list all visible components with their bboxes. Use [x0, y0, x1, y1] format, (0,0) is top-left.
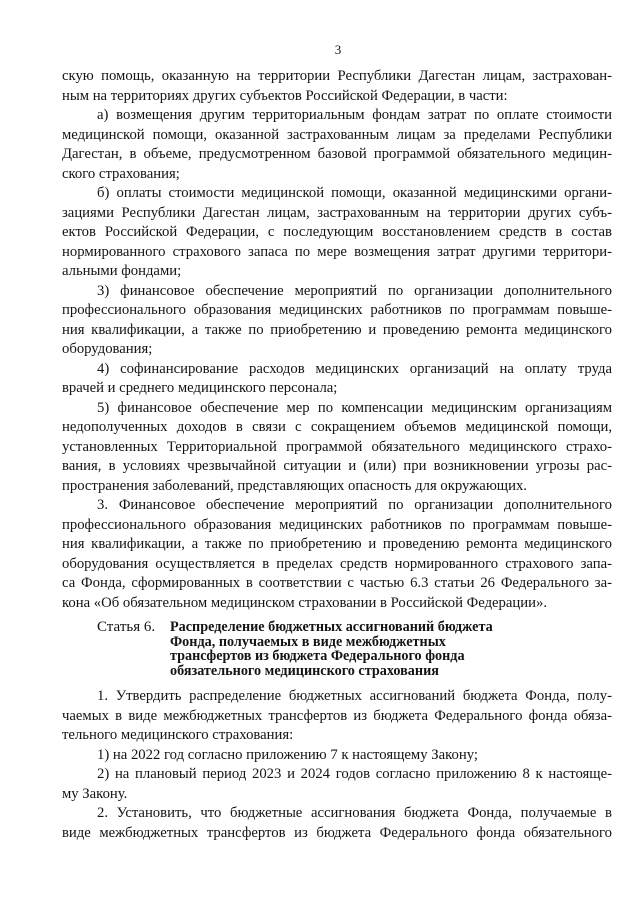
article-title-line: Распределение бюджетных ассигнований бюджета — [170, 619, 493, 635]
text-line: чаемых в виде межбюджетных трансфертов из бюджета Федерального фонда обяза- — [62, 707, 612, 724]
text-line: медицинской помощи, оказанной застрахованным лицам за пределами Республики — [62, 126, 612, 143]
text-line: 1) на 2022 год согласно приложению 7 к настоящему Закону; — [97, 746, 478, 763]
article-body — [62, 687, 612, 844]
text-line: нормированного страхового запаса по мере возмещения затрат другими территори- — [62, 243, 612, 260]
text-line: 3. Финансовое обеспечение мероприятий по организации дополнительного — [97, 497, 612, 513]
text-line: профессионального образования медицинских работников по программам повыше- — [62, 302, 612, 318]
paragraph — [62, 360, 612, 399]
text-line: ным на территориях других субъектов Российской Федерации, в части: — [62, 87, 508, 104]
paragraph — [62, 399, 612, 497]
paragraph — [62, 106, 612, 184]
text-line: виде межбюджетных трансфертов из бюджета Федерального фонда обязательного — [62, 824, 612, 841]
continued-paragraph — [62, 67, 612, 106]
text-line: пространения заболеваний, представляющих опасность для окружающих. — [62, 477, 527, 494]
text-line: 3) финансовое обеспечение мероприятий по организации дополнительного — [97, 282, 612, 299]
text-line: вания, в условиях чрезвычайной ситуации и (или) при возникновении угрозы рас- — [62, 458, 612, 474]
paragraph — [62, 184, 612, 282]
text-line: профессионального образования медицинских работников по программам повыше- — [62, 516, 612, 533]
text-line: му Закону. — [62, 785, 128, 802]
text-line: Дагестан, в объеме, предусмотренном базовой программой обязательного медицин- — [62, 146, 612, 162]
text-line: врачей и среднего медицинского персонала; — [62, 380, 338, 396]
text-line: оборудования осуществляется в пределах средств нормированного страхового запа- — [62, 555, 612, 572]
text-line: альными фондами; — [62, 263, 182, 279]
text-line: 1. Утвердить распределение бюджетных ассигнований бюджета Фонда, полу- — [97, 688, 612, 704]
text-line: ского страхования; — [62, 165, 180, 182]
article-title-line: обязательного медицинского страхования — [170, 663, 439, 680]
page-number: 3 — [334, 42, 342, 57]
text-line: а) возмещения другим территориальным фондам затрат по оплате стоимости — [97, 107, 612, 123]
text-line: скую помощь, оказанную на территории Республики Дагестан лицам, застрахован- — [62, 68, 612, 84]
text-line: б) оплаты стоимости медицинской помощи, оказанной медицинскими органи- — [97, 185, 612, 201]
text-line: недополученных доходов в связи с сокращением объемов медицинской помощи, — [62, 419, 612, 435]
paragraph — [62, 687, 612, 746]
text-line: 5) финансовое обеспечение мер по компенсации медицинским организациям — [97, 399, 612, 416]
paragraph — [62, 746, 612, 766]
continuing-paragraph — [62, 804, 612, 843]
text-line: кона «Об обязательном медицинском страховании в Российской Федерации». — [62, 594, 548, 611]
paragraph — [62, 282, 612, 360]
document-body-section — [62, 67, 612, 613]
text-line: 2) на плановый период 2023 и 2024 годов согласно приложению 8 к настояще- — [97, 766, 612, 783]
text-line: тельного медицинского страхования: — [62, 727, 294, 744]
text-line: 4) софинансирование расходов медицинских организаций на оплату труда — [97, 360, 612, 377]
text-line: зациями Республики Дагестан лицам, застрахованным на территории других субъ- — [62, 204, 612, 221]
paragraph — [62, 496, 612, 613]
article-title — [170, 620, 493, 679]
text-line: ектов Российской Федерации, с последующим восстановлением средств в состав — [62, 224, 612, 240]
text-line: ния квалификации, а также по приобретению и проведению ремонта медицинского — [62, 536, 612, 552]
article-title-line: Фонда, получаемых в виде межбюджетных — [170, 633, 446, 650]
text-line: са Фонда, сформированных в соответствии с частью 6.3 статьи 26 Федерального за- — [62, 575, 612, 591]
text-line: оборудования; — [62, 341, 153, 357]
text-line: 2. Установить, что бюджетные ассигнования бюджета Фонда, получаемые в — [97, 805, 612, 822]
article-label: Статья 6. — [97, 619, 156, 635]
article-heading — [97, 620, 612, 679]
text-line: ния квалификации, а также по приобретению и проведению ремонта медицинского — [62, 321, 612, 338]
paragraph — [62, 765, 612, 804]
text-line: установленных Территориальной программой обязательного медицинского страхо- — [62, 438, 612, 455]
article-title-line: трансфертов из бюджета Федерального фонда — [170, 648, 465, 665]
